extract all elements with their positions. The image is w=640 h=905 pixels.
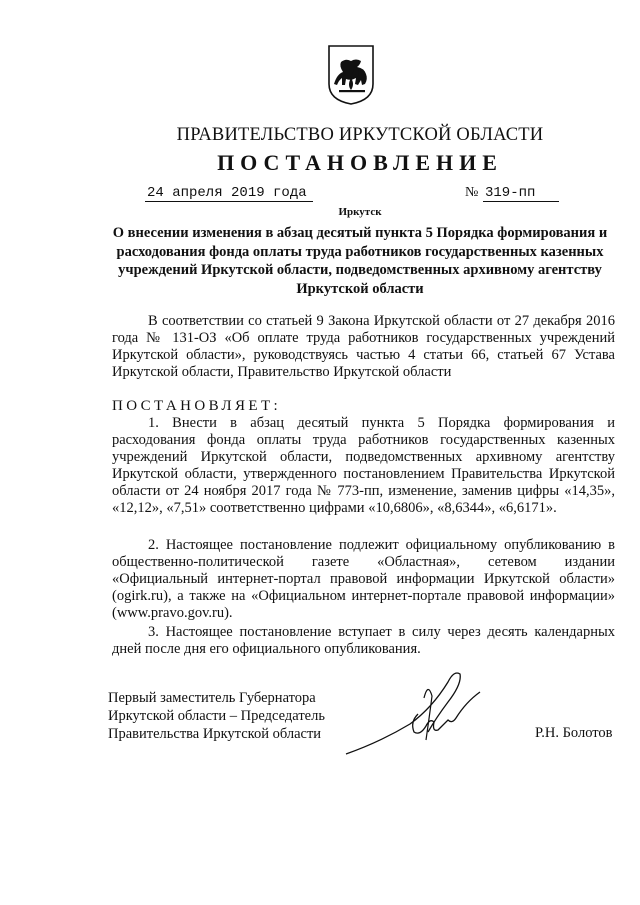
document-type: ПОСТАНОВЛЕНИЕ	[217, 150, 503, 175]
item-1-paragraph: 1. Внести в абзац десятый пункта 5 Порядка формирования и расходования фонда оплаты труда работников государственных казенных учреждений Иркутской области, подведомственных архивному агентству Иркутской области, утвержденного постановлением Правительства Иркутской области от 24 ноября 2017 года № 773-пп, изменение, заменив цифры «14,35», «12,12», «7,51» соответственно цифрами «10,6806», «8,6344», «6,6171».	[112, 415, 615, 516]
preamble-paragraph: В соответствии со статьей 9 Закона Иркутской области от 27 декабря 2016 года № 131-ОЗ «Об оплате труда работников государственных учреждений Иркутской области», руководствуясь частью 4 статьи 66, статьей 67 Устава Иркутской области, Правительство Иркутской области	[112, 313, 615, 380]
decree-word: ПОСТАНОВЛЯЕТ:	[112, 398, 282, 414]
document-title: О внесении изменения в абзац десятый пункта 5 Порядка формирования и расходования фонда оплаты труда работников государственных казенных учреждений Иркутской области, подведомственных архивному агентству Иркутской области	[112, 225, 608, 297]
irkutsk-coat-of-arms-icon	[327, 44, 375, 106]
number-label: №	[465, 185, 479, 200]
signatory-title-line-1: Первый заместитель Губернатора	[108, 690, 316, 706]
signatory-title-line-3: Правительства Иркутской области	[108, 726, 322, 742]
handwritten-signature	[340, 662, 500, 762]
signatory-name: Р.Н. Болотов	[535, 725, 613, 741]
item-3-paragraph: 3. Настоящее постановление вступает в силу через десять календарных дней после дня его официального опубликования.	[112, 624, 615, 657]
signatory-title	[108, 689, 325, 743]
item-2-paragraph: 2. Настоящее постановление подлежит официальному опубликованию в общественно-политической газете «Областная», сетевом издании «Официальный интернет-портал правовой информации Иркутской области» (ogirk.ru), а также на «Официальном интернет-портале правовой информации» (www.pravo.gov.ru).	[112, 537, 615, 621]
city-name: Иркутск	[338, 206, 382, 218]
document-number: 319-пп	[483, 185, 559, 202]
document-date: 24 апреля 2019 года	[145, 185, 313, 202]
signatory-title-line-2: Иркутской области – Председатель	[108, 708, 325, 724]
government-name: ПРАВИТЕЛЬСТВО ИРКУТСКОЙ ОБЛАСТИ	[176, 125, 544, 145]
